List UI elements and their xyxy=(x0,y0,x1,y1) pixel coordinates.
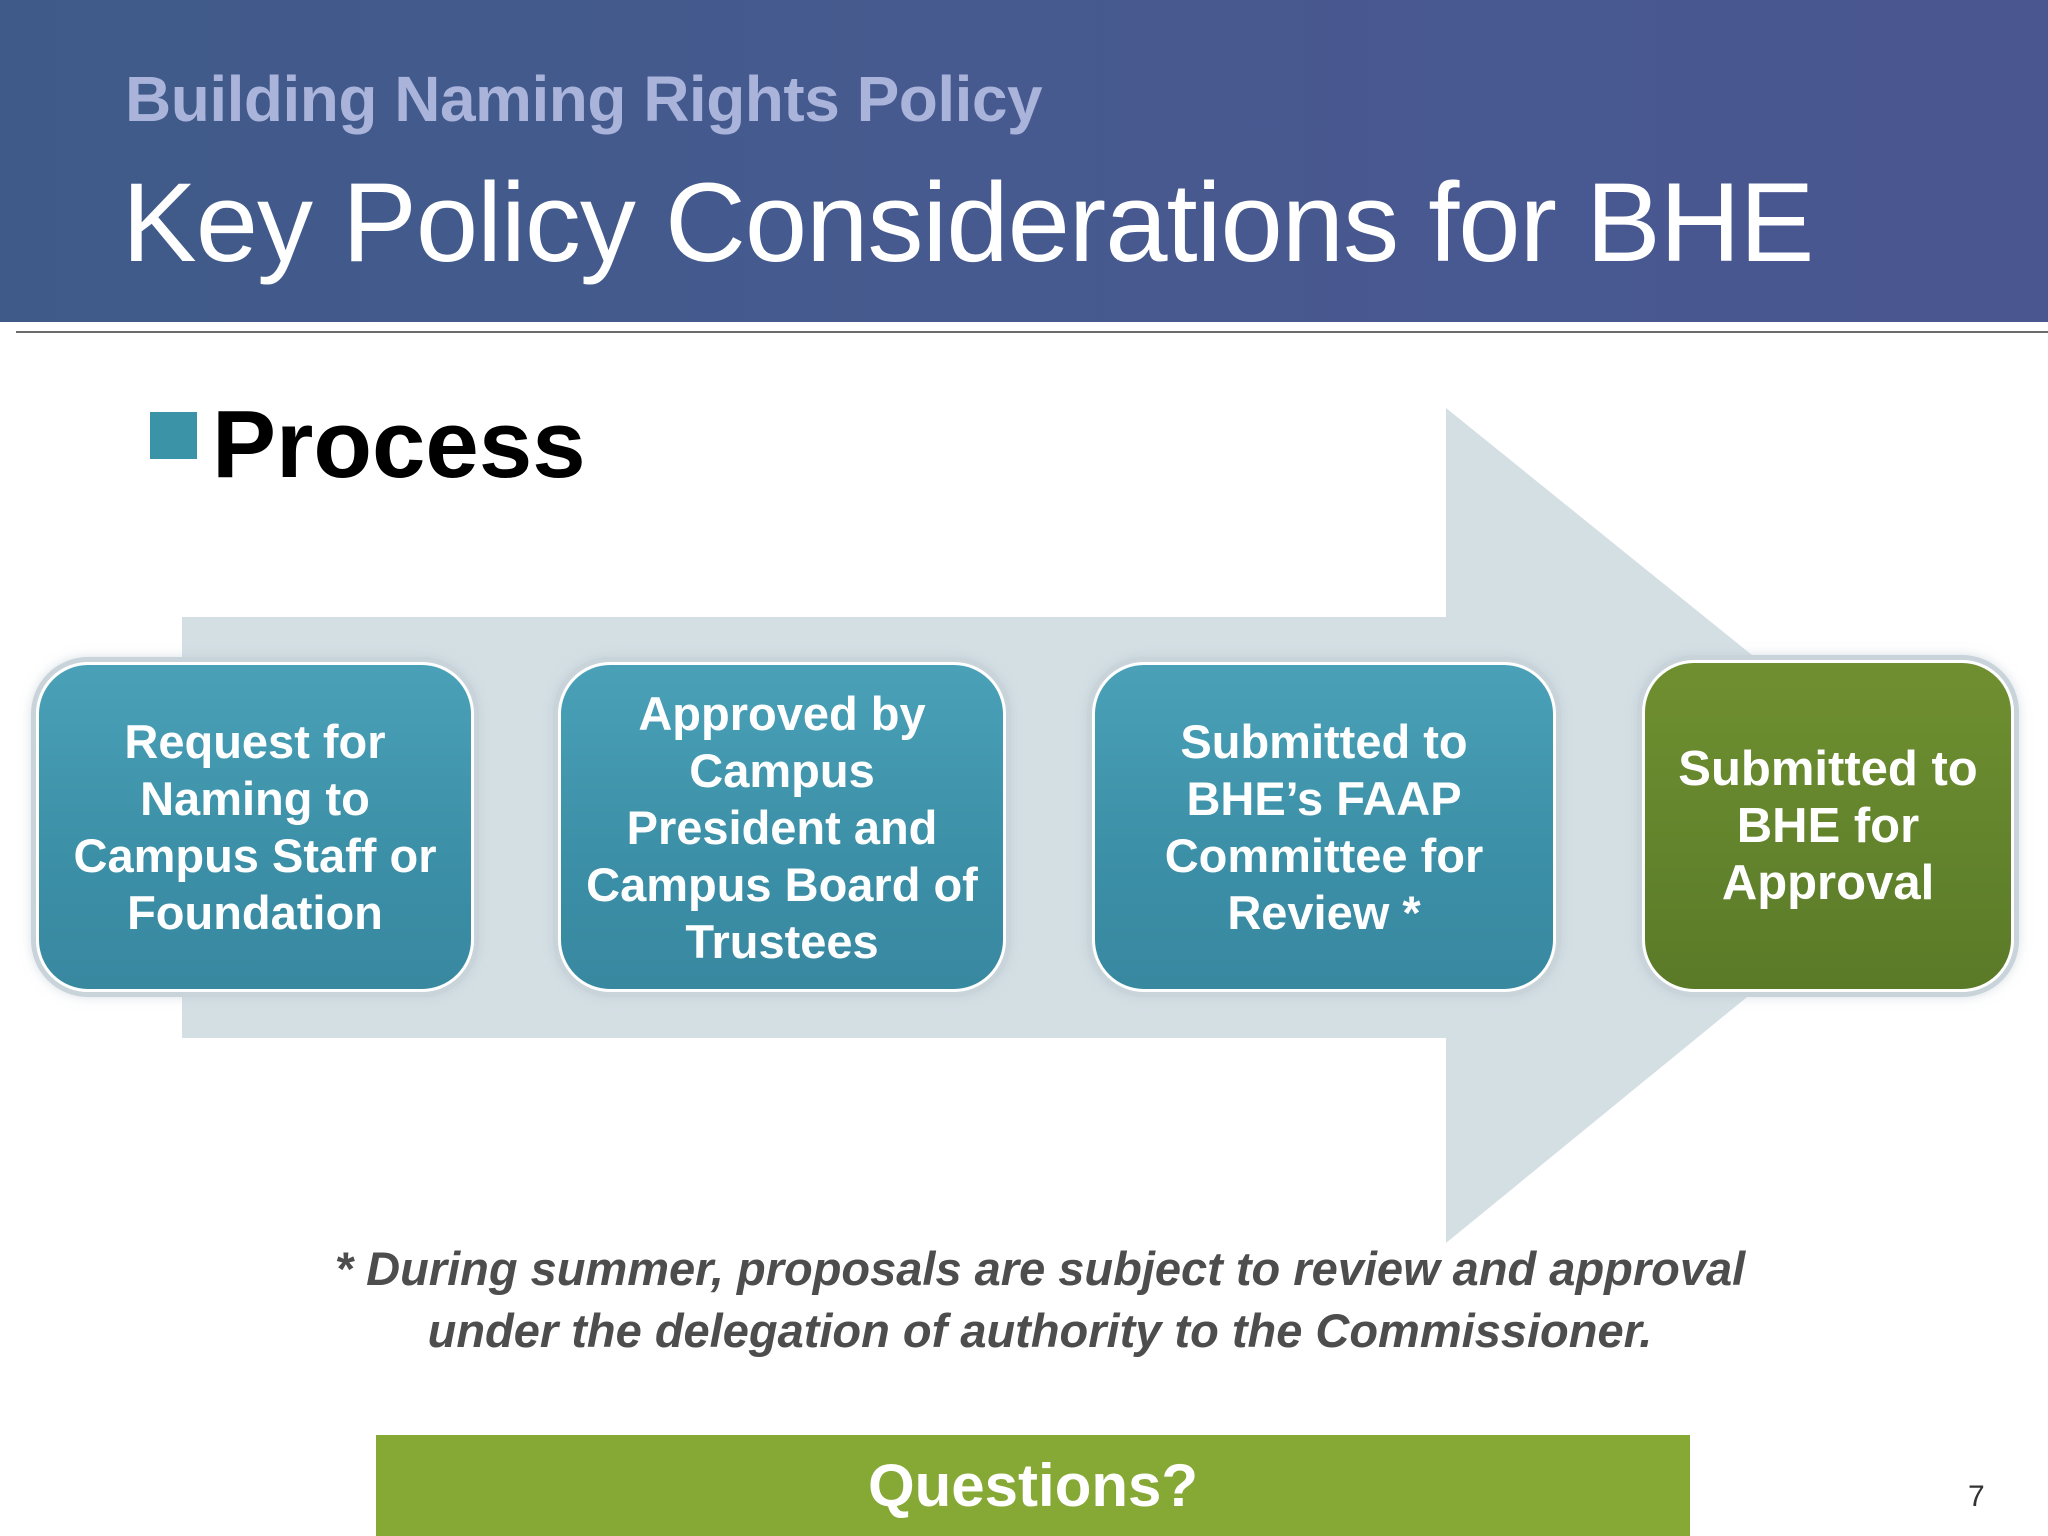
step-faap-review xyxy=(1092,662,1556,992)
slide-subtitle: Building Naming Rights Policy xyxy=(125,63,1043,135)
questions-banner xyxy=(376,1435,1690,1536)
slide-title: Key Policy Considerations for BHE xyxy=(122,160,1814,285)
step-4-text: Submitted to BHE for Approval xyxy=(1678,741,1978,910)
step-1-text: Request for Naming to Campus Staff or Foundation xyxy=(73,715,437,939)
page-number: 7 xyxy=(1968,1480,1985,1513)
step-bhe-approval xyxy=(1642,660,2014,992)
step-2-text: Approved by Campus President and Campus Board of Trustees xyxy=(586,686,978,968)
questions-label: Questions? xyxy=(867,1452,1199,1519)
step-campus-approval xyxy=(558,662,1006,992)
bullet-heading: Process xyxy=(212,391,586,498)
footnote-text: * During summer, proposals are subject to review and approval under the delegation of authority to the Commissioner. xyxy=(334,1242,1746,1357)
step-3-text: Submitted to BHE’s FAAP Committee for Review * xyxy=(1164,715,1484,939)
step-request-naming xyxy=(36,662,474,992)
